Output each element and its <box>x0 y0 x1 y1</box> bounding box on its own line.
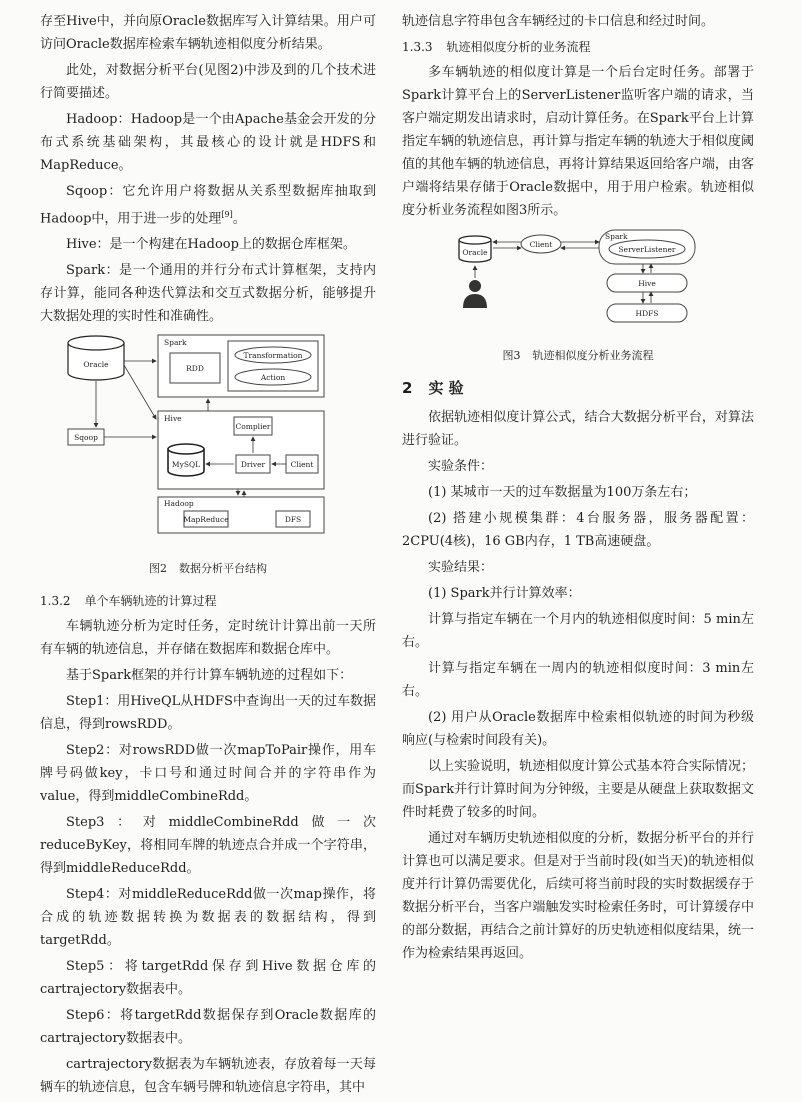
oracle-label: Oracle <box>83 360 109 370</box>
oracle-database-icon <box>459 236 491 262</box>
client-label: Client <box>290 460 314 470</box>
compiler-label: Complier <box>235 422 271 432</box>
caption-number: 图2 <box>149 562 167 576</box>
step-4: Step4：对middleReduceRdd做一次map操作，将合成的轨迹数据转换为数据表的数据结构，得到targetRdd。 <box>40 887 376 949</box>
server-listener-label: ServerListener <box>618 245 676 254</box>
paragraph: 计算与指定车辆在一个月内的轨迹相似度时间：5 min左右。 <box>402 612 754 650</box>
client-label: Client <box>529 240 553 249</box>
hive-label: Hive <box>638 279 656 288</box>
figure-2-caption <box>40 557 376 580</box>
paragraph-text: 。 <box>232 211 246 227</box>
left-column <box>40 10 376 1102</box>
citation-ref: [9] <box>221 210 233 219</box>
paragraph-sqoop <box>40 180 376 230</box>
paragraph-hive: Hive：是一个构建在Hadoop上的数据仓库框架。 <box>66 237 356 253</box>
section-heading-1-3-2 <box>40 590 376 613</box>
section-heading-2 <box>402 377 754 400</box>
section-title: 轨迹相似度分析的业务流程 <box>446 40 591 54</box>
paragraph: 通过对车辆历史轨迹相似度的分析，数据分析平台的并行计算也可以满足要求。但是对于当前时段(如当天)的轨迹相似度并行计算仍需要优化，后续可将当前时段的实时数据缓存于数据分析平台，当客户端触发实时检索任务时，可计算缓存中的部分数据，再结合之前计算好的历史轨迹相似度结果，统一作为检索结果再返回。 <box>402 831 754 961</box>
paragraph-spark: Spark：是一个通用的并行分布式计算框架，支持内存计算，能同各种迭代算法和交互式数据分析，能够提升大数据处理的实时性和准确性。 <box>40 263 376 325</box>
paragraph: 存至Hive中，并向原Oracle数据库写入计算结果。用户可访问Oracle数据库检索车辆轨迹相似度分析结果。 <box>40 14 376 52</box>
step-5: Step5：将targetRdd保存到Hive数据仓库的cartrajectory数据表中。 <box>40 959 376 998</box>
paragraph: 实验条件： <box>428 459 494 474</box>
paragraph: 此处，对数据分析平台(见图2)中涉及到的几个技术进行简要描述。 <box>40 63 376 101</box>
user-icon <box>463 280 487 308</box>
paragraph-hadoop: Hadoop：Hadoop是一个由Apache基金会开发的分布式系统基础架构，其最核心的设计就是HDFS和MapReduce。 <box>40 112 376 173</box>
section-number: 1.3.2 <box>40 594 71 609</box>
section-title: 单个车辆轨迹的计算过程 <box>84 594 217 609</box>
paragraph: 车辆轨迹分析为定时任务，定时统计计算出前一天所有车辆的轨迹信息，并存储在数据库和数据仓库中。 <box>40 619 376 658</box>
dfs-label: DFS <box>284 515 302 525</box>
paragraph: 基于Spark框架的并行计算车辆轨迹的过程如下： <box>66 668 353 684</box>
figure-3-caption <box>402 344 754 367</box>
action-label: Action <box>260 373 286 383</box>
paragraph: 计算与指定车辆在一周内的轨迹相似度时间：3 min左右。 <box>402 661 754 699</box>
rdd-label: RDD <box>186 364 204 374</box>
paragraph: 以上实验说明，轨迹相似度计算公式基本符合实际情况；而Spark并行计算时间为分钟级，主要是从硬盘上获取数据文件时耗费了较多的时间。 <box>402 759 754 820</box>
hadoop-label: Hadoop <box>164 499 194 509</box>
paragraph: cartrajectory数据表为车辆轨迹表，存放着每一天每辆车的轨迹信息，包含车辆号牌和轨迹信息字符串，其中 <box>40 1057 376 1096</box>
hdfs-label: HDFS <box>635 309 659 318</box>
driver-label: Driver <box>240 460 266 470</box>
paragraph: 实验结果： <box>428 560 494 575</box>
figure-2-diagram <box>58 331 358 553</box>
paragraph: (1) Spark并行计算效率： <box>428 586 581 601</box>
paragraph: 多车辆轨迹的相似度计算是一个后台定时任务。部署于Spark计算平台上的ServerListener监听客户端的请求，当客户端定期发出请求时，启动计算任务。在Spark平台上计算指定车辆的轨迹信息，再计算与指定车辆的轨迹大于相似度阈值的其他车辆的轨迹信息，再将计算结果返回给客户端，由客户端将结果存储于Oracle数据中，用于用户检索。轨迹相似度分析业务流程如图3所示。 <box>402 65 754 218</box>
caption-number: 图3 <box>502 349 521 362</box>
sqoop-label: Sqoop <box>74 433 98 443</box>
paragraph: (2) 搭建小规模集群：4台服务器，服务器配置：2CPU(4核)，16 GB内存，1 TB高速硬盘。 <box>402 511 754 549</box>
paragraph: 轨迹信息字符串包含车辆经过的卡口信息和经过时间。 <box>402 14 715 29</box>
paragraph: (1) 某城市一天的过车数据量为100万条左右； <box>428 485 697 500</box>
spark-label: Spark <box>605 232 628 241</box>
section-number: 2 <box>402 379 413 397</box>
mysql-label: MySQL <box>171 460 201 470</box>
paragraph: (2) 用户从Oracle数据库中检索相似轨迹的时间为秒级响应(与检索时间段有关)。 <box>402 710 754 748</box>
caption-text: 数据分析平台结构 <box>179 562 267 576</box>
paragraph: 依据轨迹相似度计算公式，结合大数据分析平台，对算法进行验证。 <box>402 410 754 448</box>
figure-3-diagram <box>453 228 703 340</box>
oracle-label: Oracle <box>462 248 488 257</box>
oracle-database-icon <box>68 336 124 380</box>
section-number: 1.3.3 <box>402 40 433 54</box>
mysql-database-icon <box>168 444 204 476</box>
section-heading-1-3-3 <box>402 36 754 59</box>
step-2: Step2：对rowsRDD做一次mapToPair操作，用车牌号码做key，卡口号和通过时间合并的字符串作为value，得到middleCombineRdd。 <box>40 743 376 805</box>
section-title: 实 验 <box>428 379 464 397</box>
caption-text: 轨迹相似度分析业务流程 <box>532 349 654 362</box>
paragraph-text: Sqoop：它允许用户将数据从关系型数据库抽取到Hadoop中，用于进一步的处理 <box>40 184 376 227</box>
right-column <box>402 10 754 968</box>
step-3: Step3：对middleCombineRdd做一次reduceByKey，将相同车牌的轨迹点合并成一个字符串，得到middleReduceRdd。 <box>40 815 376 877</box>
step-6: Step6：将targetRdd数据保存到Oracle数据库的cartrajectory数据表中。 <box>40 1008 376 1047</box>
hive-label: Hive <box>164 414 182 424</box>
mapreduce-label: MapReduce <box>183 515 229 525</box>
transformation-label: Transformation <box>243 351 303 361</box>
spark-label: Spark <box>164 338 187 348</box>
step-1: Step1：用HiveQL从HDFS中查询出一天的过车数据信息，得到rowsRDD。 <box>40 694 376 733</box>
